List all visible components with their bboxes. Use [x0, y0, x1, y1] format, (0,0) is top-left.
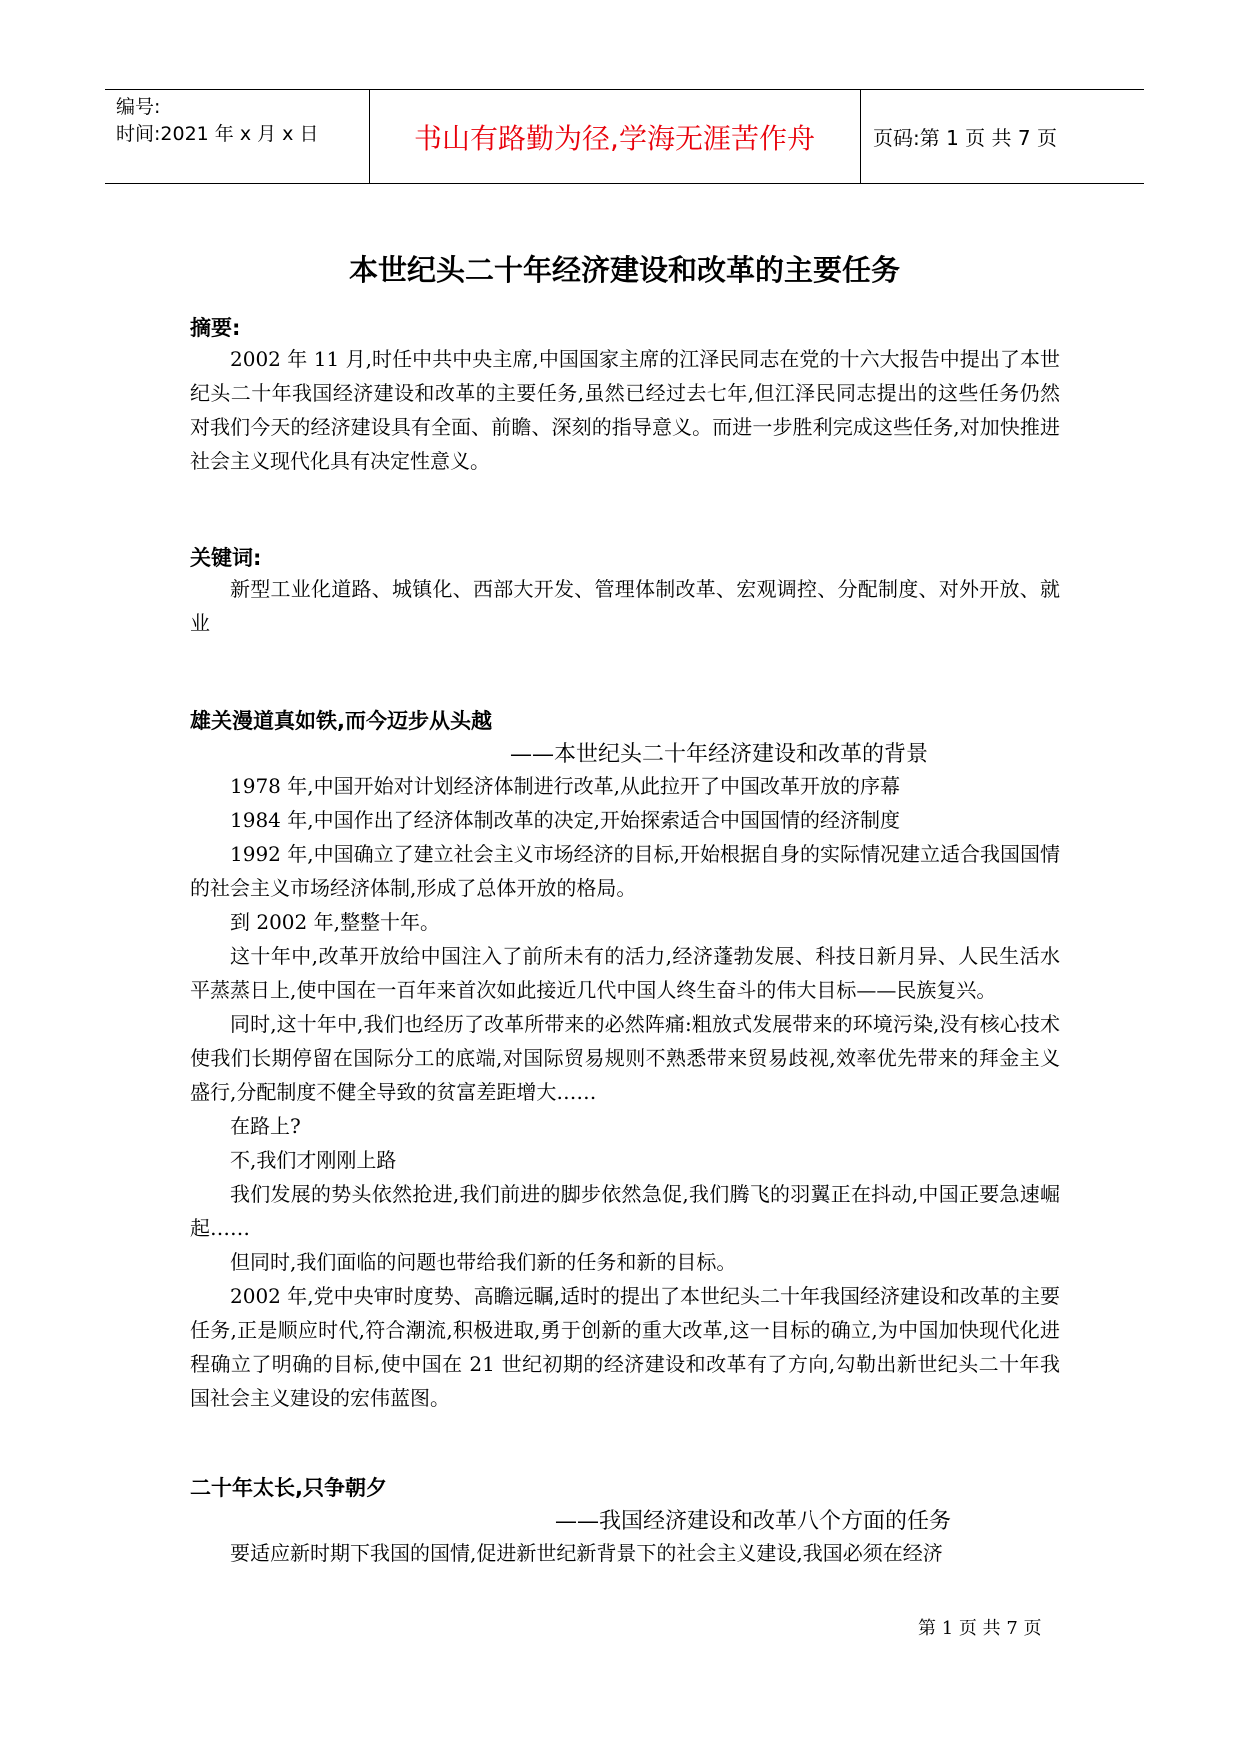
header-meta — [116, 94, 318, 148]
section2-heading: 二十年太长,只争朝夕 — [190, 1476, 387, 1500]
header-divider — [860, 90, 861, 183]
page-footer: 第 1 页 共 7 页 — [918, 1618, 1042, 1639]
keywords-label: 关键词: — [190, 546, 262, 570]
header-page-info: 页码:第 1 页 共 7 页 — [873, 126, 1057, 150]
section1-subheading: ——本世纪头二十年经济建设和改革的背景 — [510, 742, 929, 767]
section1-paragraph: 1978 年,中国开始对计划经济体制进行改革,从此拉开了中国改革开放的序幕 — [230, 774, 900, 798]
abstract-label: 摘要: — [190, 316, 241, 340]
section1-paragraph: 2002 年,党中央审时度势、高瞻远瞩,适时的提出了本世纪头二十年我国经济建设和改革的主要任务,正是顺应时代,符合潮流,积极进取,勇于创新的重大改革,这一目标的确立,为中国加快现代化进程确立了明确的目标,使中国在 21 世纪初期的经济建设和改革有了方向,勾勒出新世纪头二十年我国社会主义建设的宏伟蓝图。 — [190, 1284, 1060, 1410]
section2-paragraph: 要适应新时期下我国的国情,促进新世纪新背景下的社会主义建设,我国必须在经济 — [230, 1541, 943, 1565]
section1-heading: 雄关漫道真如铁,而今迈步从头越 — [190, 709, 492, 733]
number-label: 编号: — [116, 96, 161, 118]
abstract-paragraph: 2002 年 11 月,时任中共中央主席,中国国家主席的江泽民同志在党的十六大报告中提出了本世纪头二十年我国经济建设和改革的主要任务,虽然已经过去七年,但江泽民同志提出的这些任务仍然对我们今天的经济建设具有全面、前瞻、深刻的指导意义。而进一步胜利完成这些任务,对加快推进社会主义现代化具有决定性意义。 — [190, 347, 1060, 473]
section1-paragraph: 同时,这十年中,我们也经历了改革所带来的必然阵痛:粗放式发展带来的环境污染,没有核心技术使我们长期停留在国际分工的底端,对国际贸易规则不熟悉带来贸易歧视,效率优先带来的拜金主义盛行,分配制度不健全导致的贫富差距增大…… — [190, 1012, 1060, 1104]
keywords-body — [190, 572, 1060, 640]
header-motto: 书山有路勤为径,学海无涯苦作舟 — [414, 121, 815, 155]
section1-paragraph: 我们发展的势头依然抢进,我们前进的脚步依然急促,我们腾飞的羽翼正在抖动,中国正要急速崛起…… — [190, 1182, 1060, 1240]
section1-body — [190, 769, 1060, 1415]
section1-paragraph: 在路上? — [230, 1114, 301, 1138]
abstract-body — [190, 342, 1060, 478]
keywords-paragraph: 新型工业化道路、城镇化、西部大开发、管理体制改革、宏观调控、分配制度、对外开放、就业 — [190, 577, 1060, 635]
section2-subheading: ——我国经济建设和改革八个方面的任务 — [555, 1509, 952, 1534]
section1-paragraph: 不,我们才刚刚上路 — [230, 1148, 397, 1172]
section1-paragraph: 1984 年,中国作出了经济体制改革的决定,开始探索适合中国国情的经济制度 — [230, 808, 900, 832]
section1-paragraph: 但同时,我们面临的问题也带给我们新的任务和新的目标。 — [230, 1250, 737, 1274]
section1-paragraph: 1992 年,中国确立了建立社会主义市场经济的目标,开始根据自身的实际情况建立适合我国国情的社会主义市场经济体制,形成了总体开放的格局。 — [190, 842, 1060, 900]
document-title: 本世纪头二十年经济建设和改革的主要任务 — [348, 253, 900, 287]
section1-paragraph: 这十年中,改革开放给中国注入了前所未有的活力,经济蓬勃发展、科技日新月异、人民生活水平蒸蒸日上,使中国在一百年来首次如此接近几代中国人终生奋斗的伟大目标——民族复兴。 — [190, 944, 1060, 1002]
time-label: 时间:2021 年 x 月 x 日 — [116, 123, 319, 145]
header-table — [105, 89, 1144, 184]
section2-body — [190, 1536, 1060, 1570]
section1-paragraph: 到 2002 年,整整十年。 — [230, 910, 440, 934]
